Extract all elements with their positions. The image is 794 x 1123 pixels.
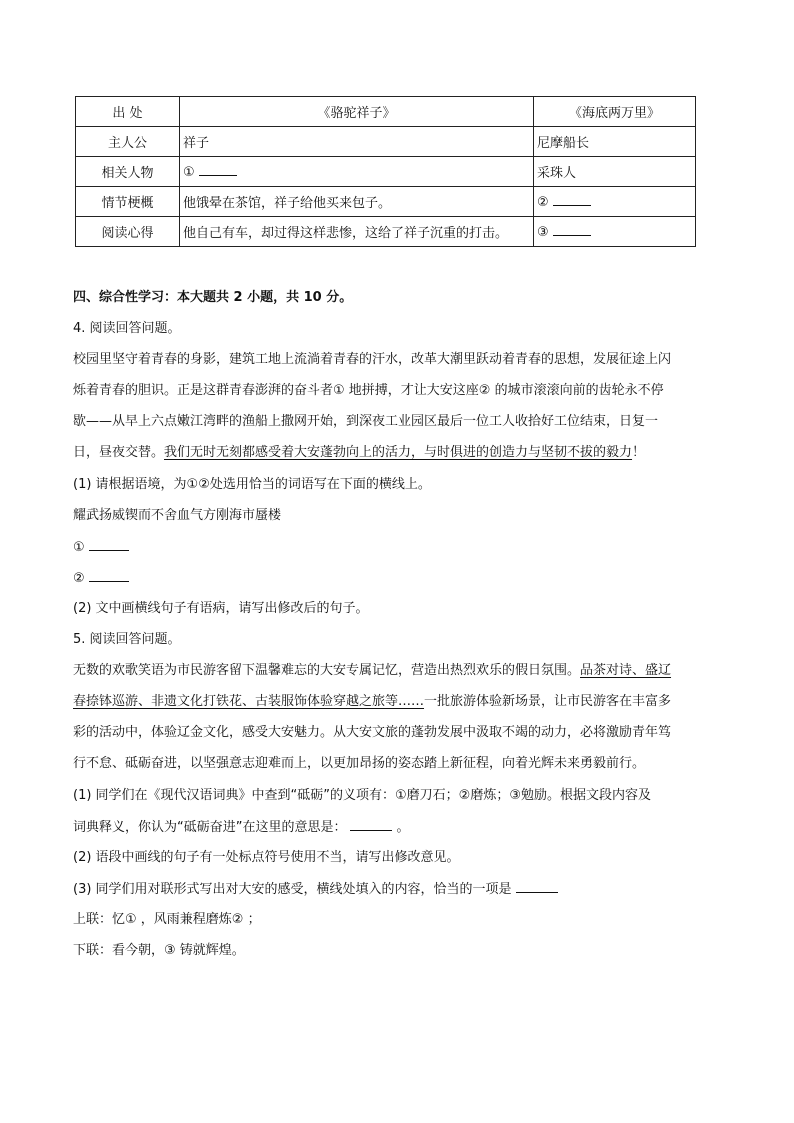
section-title: 四、综合性学习：本大题共 2 小题，共 10 分。	[73, 290, 353, 305]
answer-blank	[350, 818, 392, 831]
q4-text: 日，昼夜交替。	[73, 445, 165, 460]
row-label: 主人公	[76, 127, 180, 157]
table-row	[76, 127, 696, 157]
q4-paragraph-line: 歇——从早上六点嫩江湾畔的渔船上撒网开始，到深夜工业园区最后一位工人收拾好工位结束，日复一	[73, 414, 659, 429]
q5-underlined-sentence: 春捺钵巡游、非遗文化打铁花、古装服饰体验穿越之旅等……	[73, 694, 425, 709]
row-cell-blank	[180, 157, 534, 187]
q5-paragraph-line	[73, 662, 723, 680]
comparison-table	[75, 96, 696, 247]
q5-underlined-sentence: 品茶对诗、盛辽	[580, 663, 672, 678]
q4-paragraph-line: 烁着青春的胆识。正是这群青春澎湃的奋斗者① 地拼搏，才让大安这座② 的城市滚滚向前的齿轮永不停	[73, 383, 664, 398]
q5-subquestion-3	[73, 880, 723, 899]
answer-blank	[199, 163, 237, 176]
q5-paragraph-line: 彩的活动中，体验辽金文化，感受大安魅力。从大安文旅的蓬勃发展中汲取不竭的动力，必将激励青年笃	[73, 725, 672, 740]
table-row	[76, 157, 696, 187]
q5-paragraph-line	[73, 693, 723, 711]
q4-text-end: ！	[632, 445, 646, 460]
q4-answer-line	[73, 538, 723, 557]
q5-sub3-text: (3) 同学们用对联形式写出对大安的感受，横线处填入的内容，恰当的一项是	[73, 882, 512, 897]
answer-blank	[89, 538, 129, 551]
row-cell: 祥子	[180, 127, 534, 157]
q5-text: 一批旅游体验新场景，让市民游客在丰富多	[424, 694, 672, 709]
row-cell: 采珠人	[534, 157, 696, 187]
row-cell-blank	[534, 187, 696, 217]
row-cell: 他饿晕在茶馆，祥子给他买来包子。	[180, 187, 534, 217]
q5-paragraph-line: 行不怠、砥砺奋进，以坚强意志迎难而上，以更加昂扬的姿态踏上新征程，向着光辉未来勇毅前行。	[73, 756, 646, 771]
blank-number: ①	[183, 165, 195, 180]
answer-blank	[516, 880, 558, 893]
q4-paragraph-line	[73, 444, 723, 462]
q5-subquestion-2: (2) 语段中画线的句子有一处标点符号使用不当，请写出修改意见。	[73, 850, 460, 865]
table-row	[76, 217, 696, 247]
row-cell: 尼摩船长	[534, 127, 696, 157]
q5-sub1-end: 。	[396, 820, 410, 835]
q5-sub1-text: 词典释义，你认为“砥砺奋进”在这里的意思是：	[73, 820, 347, 835]
table-header-source: 出 处	[76, 97, 180, 127]
question-5-title: 5. 阅读回答问题。	[73, 632, 181, 647]
answer-blank	[553, 223, 591, 236]
row-cell: 他自己有车，却过得这样悲惨，这给了祥子沉重的打击。	[180, 217, 534, 247]
answer-blank	[553, 193, 591, 206]
row-label: 情节梗概	[76, 187, 180, 217]
couplet-upper: 上联：忆① ，风雨兼程磨炼② ；	[73, 912, 261, 927]
blank-number: ③	[537, 225, 549, 240]
blank-number: ②	[537, 195, 549, 210]
table-header-camel-xiangzi: 《骆驼祥子》	[180, 97, 534, 127]
row-cell-blank	[534, 217, 696, 247]
table-header-row	[76, 97, 696, 127]
q5-subquestion-1: (1) 同学们在《现代汉语词典》中查到“砥砺”的义项有：①磨刀石；②磨炼；③勉励。根据文段内容及	[73, 788, 651, 803]
row-label: 相关人物	[76, 157, 180, 187]
answer-blank	[89, 569, 129, 582]
q4-subquestion-2: (2) 文中画横线句子有语病，请写出修改后的句子。	[73, 601, 369, 616]
q4-paragraph-line: 校园里坚守着青春的身影，建筑工地上流淌着青春的汗水，改革大潮里跃动着青春的思想，发展征途上闪	[73, 352, 672, 367]
table-header-twenty-thousand-leagues: 《海底两万里》	[534, 97, 696, 127]
q4-subquestion-1: (1) 请根据语境，为①②处选用恰当的词语写在下面的横线上。	[73, 477, 431, 492]
question-4-title: 4. 阅读回答问题。	[73, 321, 181, 336]
blank-number: ②	[73, 571, 85, 586]
q5-subquestion-1-cont	[73, 818, 723, 837]
blank-number: ①	[73, 540, 85, 555]
q4-underlined-sentence: 我们无时无刻都感受着大安蓬勃向上的活力，与时俱进的创造力与坚韧不拔的毅力	[164, 445, 633, 460]
table-row	[76, 187, 696, 217]
q4-word-bank: 耀武扬威锲而不舍血气方刚海市蜃楼	[73, 508, 282, 523]
q5-text: 无数的欢歌笑语为市民游客留下温馨难忘的大安专属记忆，营造出热烈欢乐的假日氛围。	[73, 663, 581, 678]
couplet-lower: 下联：看今朝，③ 铸就辉煌。	[73, 943, 245, 958]
q4-answer-line	[73, 569, 723, 588]
row-label: 阅读心得	[76, 217, 180, 247]
